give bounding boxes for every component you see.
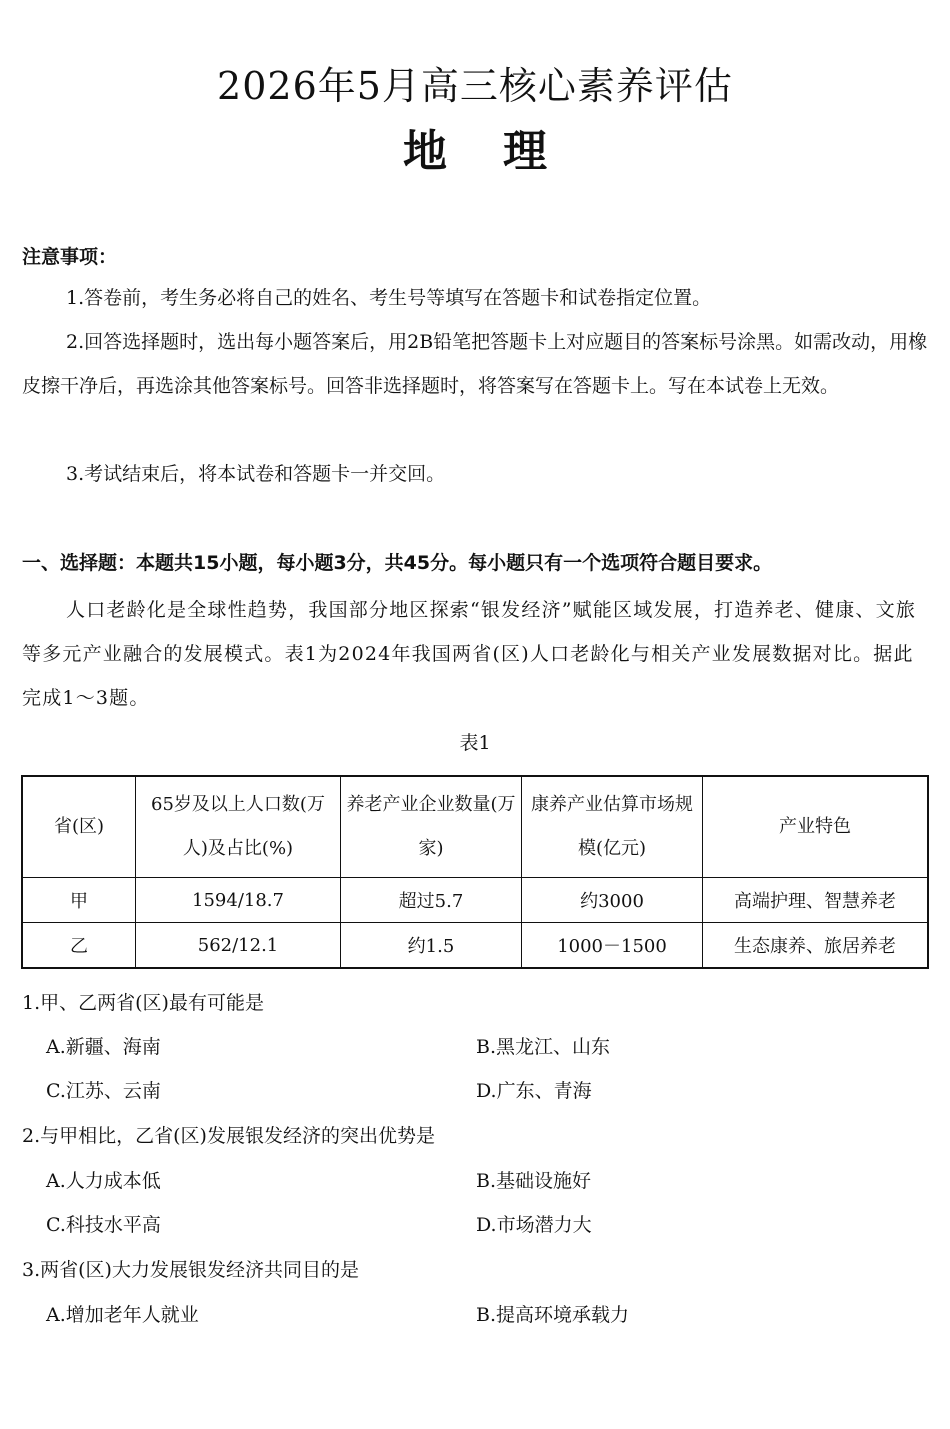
table-header-cell: 养老产业企业数量(万家) xyxy=(341,776,522,878)
table-header-cell: 康养产业估算市场规模(亿元) xyxy=(522,776,703,878)
table-row xyxy=(22,923,928,969)
table-cell: 1594/18.7 xyxy=(136,878,341,923)
question-3-option-b: B.提高环境承载力 xyxy=(476,1304,630,1326)
notice-item-1: 1.答卷前，考生务必将自己的姓名、考生号等填写在答题卡和试卷指定位置。 xyxy=(66,287,712,309)
table-header-cell: 65岁及以上人口数(万人)及占比(%) xyxy=(136,776,341,878)
table-cell: 约1.5 xyxy=(341,923,522,969)
subject-title xyxy=(0,122,950,182)
table-cell: 高端护理、智慧养老 xyxy=(703,878,929,923)
notice-item-2: 2.回答选择题时，选出每小题答案后，用2B铅笔把答题卡上对应题目的答案标号涂黑。如需改动，用橡皮擦干净后，再选涂其他答案标号。回答非选择题时，将答案写在答题卡上。写在本试卷上无效。 xyxy=(22,331,928,397)
question-1-option-c: C.江苏、云南 xyxy=(46,1080,161,1102)
question-2-option-d: D.市场潜力大 xyxy=(476,1214,592,1236)
notice-heading: 注意事项： xyxy=(22,246,118,268)
question-3-option-a: A.增加老年人就业 xyxy=(46,1304,199,1326)
subject-char-2: 理 xyxy=(503,126,547,177)
table-cell: 生态康养、旅居养老 xyxy=(703,923,929,969)
table-cell: 甲 xyxy=(22,878,136,923)
question-1-stem: 1.甲、乙两省(区)最有可能是 xyxy=(22,992,264,1014)
question-3-stem: 3.两省(区)大力发展银发经济共同目的是 xyxy=(22,1259,359,1281)
table-cell: 超过5.7 xyxy=(341,878,522,923)
table-cell: 562/12.1 xyxy=(136,923,341,969)
question-1-option-d: D.广东、青海 xyxy=(476,1080,592,1102)
section-heading: 一、选择题：本题共15小题，每小题3分，共45分。每小题只有一个选项符合题目要求。 xyxy=(22,552,773,574)
question-1-option-b: B.黑龙江、山东 xyxy=(476,1036,611,1058)
exam-title: 2026年5月高三核心素养评估 xyxy=(217,64,733,108)
notice-item-3: 3.考试结束后，将本试卷和答题卡一并交回。 xyxy=(66,463,446,485)
section-intro: 人口老龄化是全球性趋势，我国部分地区探索“银发经济”赋能区域发展，打造养老、健康、文旅等多元产业融合的发展模式。表1为2024年我国两省(区)人口老龄化与相关产业发展数据对比。据此完成1～3题。 xyxy=(22,599,917,709)
question-1-option-a: A.新疆、海南 xyxy=(46,1036,161,1058)
table-header-cell: 产业特色 xyxy=(703,776,929,878)
table-header-row xyxy=(22,776,928,878)
table-caption: 表1 xyxy=(459,732,491,754)
table-row xyxy=(22,878,928,923)
table-cell: 乙 xyxy=(22,923,136,969)
table-header-cell: 省(区) xyxy=(22,776,136,878)
data-table xyxy=(21,775,929,969)
table-cell: 约3000 xyxy=(522,878,703,923)
question-2-option-c: C.科技水平高 xyxy=(46,1214,161,1236)
subject-char-1: 地 xyxy=(403,126,447,177)
table-cell: 1000－1500 xyxy=(522,923,703,969)
question-2-stem: 2.与甲相比，乙省(区)发展银发经济的突出优势是 xyxy=(22,1125,435,1147)
question-2-option-a: A.人力成本低 xyxy=(46,1170,161,1192)
question-2-option-b: B.基础设施好 xyxy=(476,1170,592,1192)
